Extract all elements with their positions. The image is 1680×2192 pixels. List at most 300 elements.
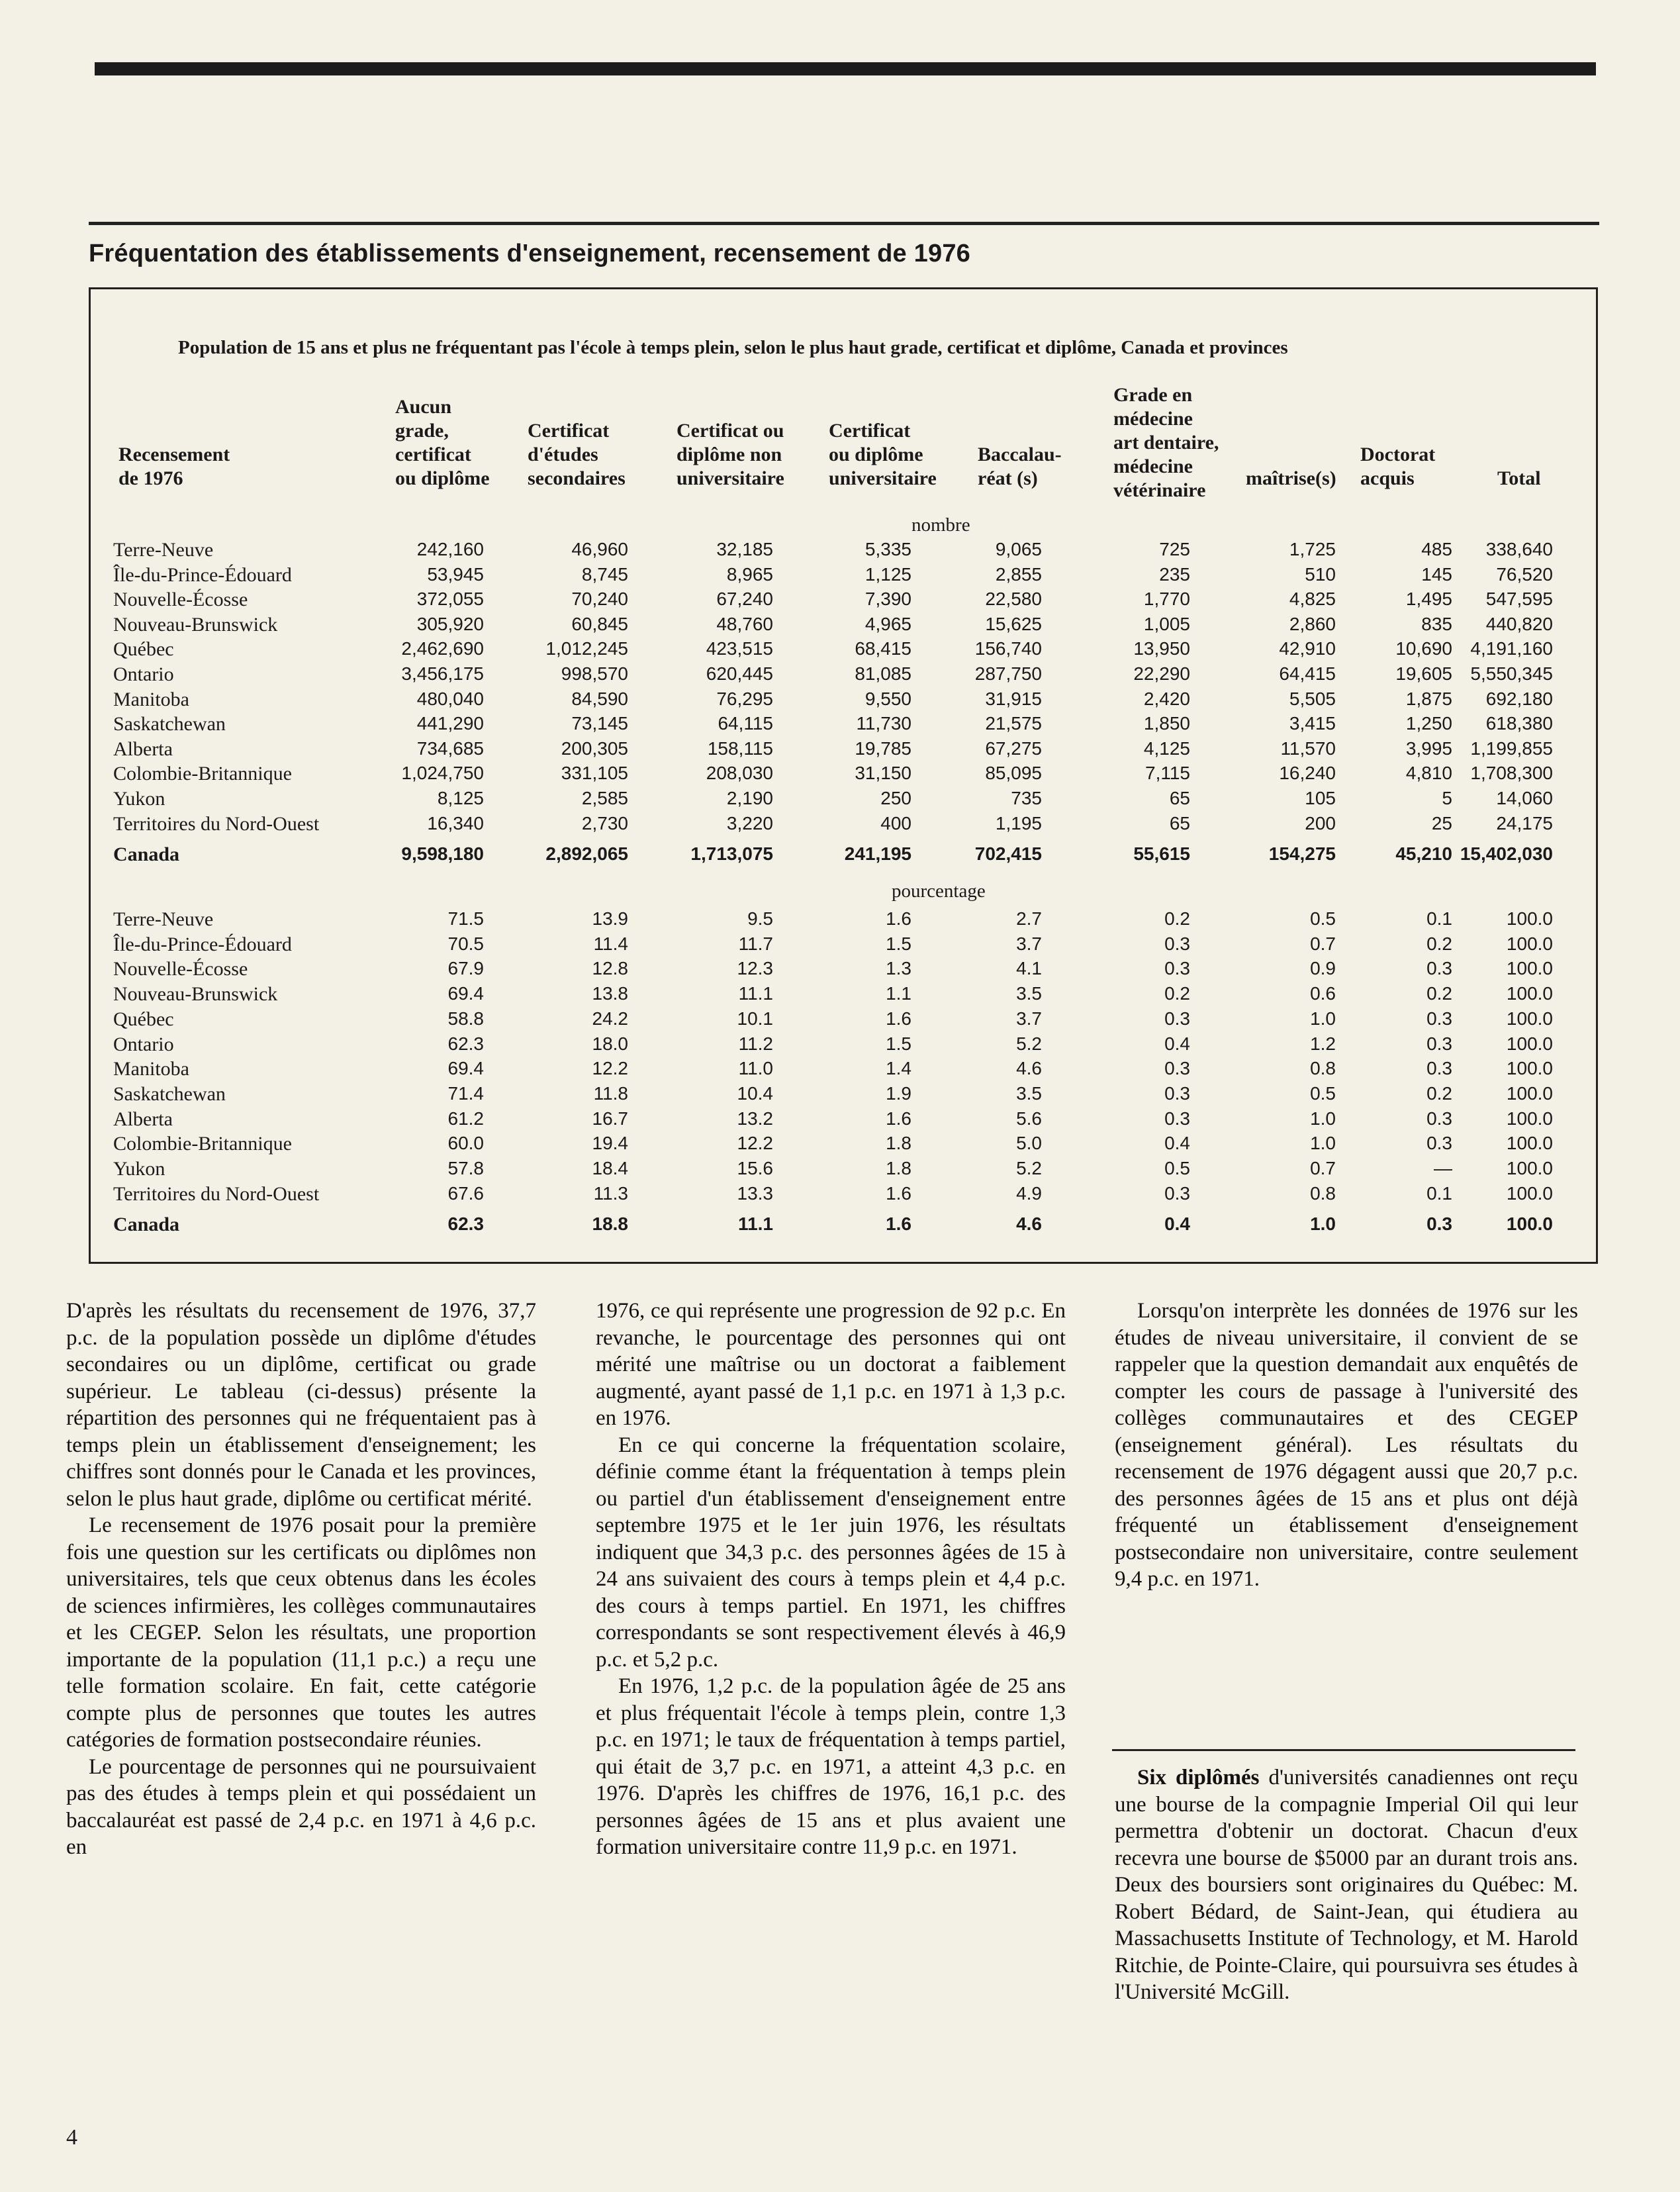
cell-percent-non-univ: 15.6 bbox=[737, 1158, 773, 1178]
cell-number-secondaires: 200,305 bbox=[561, 738, 628, 759]
table-row bbox=[91, 614, 1596, 639]
cell-number-non-univ: 76,295 bbox=[716, 688, 773, 709]
cell-number-aucun: 305,920 bbox=[416, 613, 484, 634]
cell-percent-secondaires: 12.2 bbox=[592, 1058, 628, 1079]
text-column-3 bbox=[1115, 1298, 1578, 1593]
cell-percent-medecine: 0.3 bbox=[1164, 1082, 1190, 1104]
row-region-label: Yukon bbox=[113, 1158, 165, 1180]
cell-percent-total: 100.0 bbox=[1506, 983, 1553, 1004]
cell-number-maitrise: 510 bbox=[1305, 563, 1336, 585]
paragraph: Lorsqu'on interprète les données de 1976 sur les études de niveau universitaire, il convient de se rappeler que la question demandait aux enquêtés de compter les cours de passage à l'université des collèges communautaires et des CEGEP (enseignement général). Les résultats du recensement de 1976 dégagent aussi que 20,7 p.c. des personnes âgées de 15 ans et plus ont déjà fréquenté un établissement d'enseignement postsecondaire non universitaire, contre seulement 9,4 p.c. en 1971. bbox=[1115, 1299, 1578, 1591]
row-region-label: Île-du-Prince-Édouard bbox=[113, 563, 292, 586]
cell-percent-maitrise: 0.7 bbox=[1310, 933, 1336, 954]
cell-percent-bacc: 4.6 bbox=[1016, 1214, 1042, 1235]
cell-number-doctorat: 25 bbox=[1431, 812, 1452, 834]
table-row bbox=[91, 1158, 1596, 1183]
cell-number-total: 547,595 bbox=[1485, 589, 1553, 610]
row-region-label: Québec bbox=[113, 1008, 174, 1030]
text-column-2 bbox=[596, 1298, 1066, 1861]
cell-number-maitrise: 11,570 bbox=[1280, 738, 1336, 759]
cell-number-doctorat: 19,605 bbox=[1395, 663, 1452, 684]
cell-percent-total: 100.0 bbox=[1506, 933, 1553, 954]
table-row bbox=[91, 738, 1596, 763]
row-region-label: Île-du-Prince-Édouard bbox=[113, 933, 292, 955]
cell-number-maitrise: 5,505 bbox=[1289, 688, 1336, 709]
cell-number-doctorat: 10,690 bbox=[1395, 638, 1452, 659]
cell-number-doctorat: 5 bbox=[1442, 788, 1452, 808]
table-row bbox=[91, 663, 1596, 689]
header-secondaires: Certificat d'études secondaires bbox=[528, 420, 626, 489]
cell-percent-maitrise: 1.0 bbox=[1310, 1214, 1336, 1235]
cell-number-medecine: 65 bbox=[1169, 812, 1190, 834]
cell-number-secondaires: 2,730 bbox=[581, 812, 628, 834]
cell-percent-bacc: 4.1 bbox=[1016, 958, 1042, 979]
cell-percent-maitrise: 1.0 bbox=[1310, 1008, 1336, 1029]
cell-percent-non-univ: 12.3 bbox=[737, 958, 773, 979]
row-region-label: Alberta bbox=[113, 1108, 173, 1130]
cell-percent-non-univ: 11.7 bbox=[738, 933, 773, 954]
cell-number-aucun: 441,290 bbox=[416, 713, 484, 734]
cell-percent-aucun: 67.6 bbox=[447, 1182, 484, 1204]
cell-percent-total: 100.0 bbox=[1506, 1182, 1553, 1204]
note-text: d'universités canadiennes ont reçu une bourse de la compagnie Imperial Oil qui leur permettra d'obtenir un doctorat. Chacun d'eux recevra une bourse de $5000 par an durant trois ans. Deux des boursiers sont originaires du Québec: M. Robert Bédard, de Saint-Jean, qui étudiera au Massachusetts Institute of Technology, et M. Harold Ritchie, de Pointe-Claire, qui poursuivra ses études à l'Université McGill. bbox=[1115, 1766, 1578, 2004]
cell-number-non-univ: 64,115 bbox=[718, 713, 773, 734]
cell-percent-non-univ: 12.2 bbox=[737, 1133, 773, 1154]
paragraph: Le recensement de 1976 posait pour la première fois une question sur les certificats ou diplômes non universitaires, tels que ceux obtenus dans les écoles de sciences infirmières, les collèges communautaires et les CEGEP. Selon les résultats, une proportion importante de la population (11,1 p.c.) a reçu une telle formation scolaire. En fait, cette catégorie compte plus de personnes que toutes les autres catégories de formation postsecondaire réunies. bbox=[66, 1513, 536, 1752]
cell-number-medecine: 725 bbox=[1159, 539, 1190, 559]
cell-percent-maitrise: 0.5 bbox=[1310, 1082, 1336, 1104]
cell-percent-aucun: 57.8 bbox=[447, 1158, 484, 1178]
row-region-label: Canada bbox=[113, 1214, 180, 1236]
table-subtitle: Population de 15 ans et plus ne fréquentant pas l'école à temps plein, selon le plus haut grade, certificat et diplôme, Canada et provinces bbox=[178, 337, 1288, 358]
cell-percent-total: 100.0 bbox=[1506, 1082, 1553, 1104]
cell-number-secondaires: 998,570 bbox=[561, 663, 628, 684]
cell-percent-univ: 1.1 bbox=[886, 983, 911, 1004]
cell-percent-maitrise: 0.5 bbox=[1310, 908, 1336, 929]
row-region-label: Territoires du Nord-Ouest bbox=[113, 1182, 320, 1205]
cell-number-univ: 4,965 bbox=[864, 613, 911, 634]
unit-number-label: nombre bbox=[911, 514, 970, 536]
cell-number-aucun: 242,160 bbox=[416, 539, 484, 559]
row-region-label: Yukon bbox=[113, 788, 165, 810]
cell-percent-total: 100.0 bbox=[1506, 1158, 1553, 1178]
cell-number-medecine: 4,125 bbox=[1143, 738, 1190, 759]
table-row bbox=[91, 788, 1596, 813]
cell-percent-univ: 1.8 bbox=[886, 1133, 911, 1154]
cell-number-non-univ: 32,185 bbox=[716, 539, 773, 559]
table-row bbox=[91, 908, 1596, 933]
cell-percent-medecine: 0.4 bbox=[1164, 1133, 1190, 1154]
cell-number-secondaires: 60,845 bbox=[571, 613, 628, 634]
cell-percent-medecine: 0.3 bbox=[1164, 933, 1190, 954]
cell-number-total: 15,402,030 bbox=[1460, 843, 1553, 865]
header-region: Recensement de 1976 bbox=[118, 444, 230, 489]
cell-number-doctorat: 835 bbox=[1421, 613, 1452, 634]
cell-number-non-univ: 48,760 bbox=[716, 613, 773, 634]
cell-number-univ: 250 bbox=[880, 788, 911, 808]
cell-number-aucun: 8,125 bbox=[437, 788, 484, 808]
cell-percent-doctorat: — bbox=[1434, 1158, 1452, 1178]
table-row bbox=[91, 763, 1596, 788]
cell-number-non-univ: 1,713,075 bbox=[690, 843, 773, 865]
cell-percent-total: 100.0 bbox=[1506, 1214, 1553, 1235]
cell-number-total: 14,060 bbox=[1496, 788, 1553, 808]
cell-percent-bacc: 5.6 bbox=[1016, 1108, 1042, 1129]
cell-percent-maitrise: 1.0 bbox=[1310, 1108, 1336, 1129]
row-region-label: Saskatchewan bbox=[113, 713, 226, 736]
cell-number-maitrise: 1,725 bbox=[1289, 539, 1336, 559]
cell-number-aucun: 734,685 bbox=[416, 738, 484, 759]
header-univ: Certificat ou diplôme universitaire bbox=[829, 420, 937, 489]
cell-percent-non-univ: 11.1 bbox=[738, 983, 773, 1004]
row-region-label: Colombie-Britannique bbox=[113, 763, 292, 785]
cell-percent-maitrise: 1.2 bbox=[1310, 1033, 1336, 1054]
table-row bbox=[91, 983, 1596, 1008]
cell-number-univ: 400 bbox=[880, 812, 911, 834]
cell-percent-doctorat: 0.2 bbox=[1426, 933, 1452, 954]
cell-percent-bacc: 3.5 bbox=[1016, 983, 1042, 1004]
cell-percent-non-univ: 11.2 bbox=[738, 1033, 773, 1054]
cell-percent-total: 100.0 bbox=[1506, 1033, 1553, 1054]
cell-number-doctorat: 1,495 bbox=[1405, 589, 1452, 610]
cell-number-total: 1,199,855 bbox=[1470, 738, 1553, 759]
cell-number-non-univ: 423,515 bbox=[706, 638, 773, 659]
paragraph: Le pourcentage de personnes qui ne poursuivaient pas des études à temps plein et qui possédaient un baccalauréat est passé de 2,4 p.c. en 1971 à 4,6 p.c. en bbox=[66, 1754, 536, 1859]
cell-percent-doctorat: 0.3 bbox=[1426, 958, 1452, 979]
cell-number-maitrise: 64,415 bbox=[1279, 663, 1336, 684]
cell-percent-maitrise: 0.9 bbox=[1310, 958, 1336, 979]
row-region-label: Ontario bbox=[113, 1033, 174, 1055]
cell-percent-medecine: 0.3 bbox=[1164, 1008, 1190, 1029]
cell-percent-total: 100.0 bbox=[1506, 1133, 1553, 1154]
cell-percent-bacc: 3.7 bbox=[1016, 933, 1042, 954]
table-row bbox=[91, 1214, 1596, 1239]
cell-number-medecine: 13,950 bbox=[1133, 638, 1190, 659]
cell-percent-secondaires: 18.4 bbox=[592, 1158, 628, 1178]
cell-percent-aucun: 61.2 bbox=[447, 1108, 484, 1129]
top-rule bbox=[95, 62, 1596, 75]
cell-number-maitrise: 16,240 bbox=[1279, 763, 1336, 784]
cell-percent-aucun: 69.4 bbox=[447, 1058, 484, 1079]
cell-percent-maitrise: 0.6 bbox=[1310, 983, 1336, 1004]
cell-number-maitrise: 3,415 bbox=[1289, 713, 1336, 734]
cell-percent-maitrise: 0.7 bbox=[1310, 1158, 1336, 1178]
cell-number-non-univ: 158,115 bbox=[707, 738, 773, 759]
note-lead: Six diplômés bbox=[1137, 1766, 1260, 1789]
cell-percent-total: 100.0 bbox=[1506, 1008, 1553, 1029]
row-region-label: Nouveau-Brunswick bbox=[113, 613, 278, 636]
cell-percent-non-univ: 13.3 bbox=[737, 1182, 773, 1204]
cell-number-medecine: 7,115 bbox=[1145, 763, 1190, 784]
cell-number-univ: 5,335 bbox=[864, 539, 911, 559]
table-row bbox=[91, 638, 1596, 663]
cell-number-secondaires: 8,745 bbox=[581, 563, 628, 585]
cell-percent-doctorat: 0.2 bbox=[1426, 983, 1452, 1004]
scholarship-note bbox=[1115, 1764, 1578, 2006]
cell-number-aucun: 1,024,750 bbox=[401, 763, 484, 784]
column-separator bbox=[1112, 1749, 1575, 1751]
cell-number-univ: 11,730 bbox=[856, 713, 911, 734]
cell-number-total: 1,708,300 bbox=[1470, 763, 1553, 784]
cell-percent-doctorat: 0.2 bbox=[1426, 1082, 1452, 1104]
cell-number-bacc: 735 bbox=[1011, 788, 1042, 808]
cell-percent-secondaires: 11.4 bbox=[593, 933, 628, 954]
cell-number-total: 692,180 bbox=[1485, 688, 1553, 709]
cell-percent-aucun: 71.4 bbox=[447, 1082, 484, 1104]
table-row bbox=[91, 1033, 1596, 1059]
cell-percent-aucun: 70.5 bbox=[447, 933, 484, 954]
table-row bbox=[91, 958, 1596, 983]
cell-number-aucun: 480,040 bbox=[416, 688, 484, 709]
cell-number-bacc: 702,415 bbox=[974, 843, 1042, 865]
cell-percent-doctorat: 0.3 bbox=[1426, 1058, 1452, 1079]
paragraph: 1976, ce qui représente une progression de 92 p.c. En revanche, le pourcentage des personnes qui ont mérité une maîtrise ou un doctorat a faiblement augmenté, ayant passé de 1,1 p.c. en 1971 à 1,3 p.c. en 1976. bbox=[596, 1299, 1066, 1430]
cell-percent-aucun: 62.3 bbox=[447, 1214, 484, 1235]
cell-percent-univ: 1.6 bbox=[886, 1108, 911, 1129]
cell-percent-doctorat: 0.3 bbox=[1426, 1214, 1452, 1235]
cell-percent-aucun: 67.9 bbox=[447, 958, 484, 979]
table-row bbox=[91, 1183, 1596, 1208]
cell-number-non-univ: 2,190 bbox=[726, 788, 773, 808]
headline-block bbox=[89, 222, 1599, 268]
cell-number-secondaires: 331,105 bbox=[561, 763, 628, 784]
cell-percent-bacc: 4.6 bbox=[1016, 1058, 1042, 1079]
cell-number-doctorat: 145 bbox=[1421, 563, 1452, 585]
row-region-label: Terre-Neuve bbox=[113, 539, 214, 561]
cell-number-medecine: 1,005 bbox=[1143, 613, 1190, 634]
cell-number-doctorat: 1,250 bbox=[1405, 713, 1452, 734]
cell-number-maitrise: 154,275 bbox=[1268, 843, 1336, 865]
table-row bbox=[91, 713, 1596, 738]
cell-number-bacc: 21,575 bbox=[985, 713, 1042, 734]
unit-percent-label: pourcentage bbox=[892, 881, 986, 902]
cell-number-secondaires: 84,590 bbox=[571, 688, 628, 709]
cell-number-maitrise: 42,910 bbox=[1279, 638, 1336, 659]
cell-percent-medecine: 0.4 bbox=[1164, 1214, 1190, 1235]
cell-percent-medecine: 0.3 bbox=[1164, 1058, 1190, 1079]
paragraph: En 1976, 1,2 p.c. de la population âgée de 25 ans et plus fréquentait l'école à temps plein, contre 1,3 p.c. en 1971; le taux de fréquentation à temps partiel, qui était de 3,7 p.c. en 1971, a atteint 4,3 p.c. en 1976. D'après les chiffres de 1976, 16,1 p.c. des personnes âgées de 15 ans et plus avaient une formation universitaire contre 11,9 p.c. en 1971. bbox=[596, 1674, 1066, 1859]
cell-percent-medecine: 0.3 bbox=[1164, 1108, 1190, 1129]
cell-number-bacc: 9,065 bbox=[995, 539, 1042, 559]
cell-percent-bacc: 5.2 bbox=[1016, 1158, 1042, 1178]
cell-percent-univ: 1.8 bbox=[886, 1158, 911, 1178]
cell-percent-aucun: 58.8 bbox=[447, 1008, 484, 1029]
cell-percent-univ: 1.6 bbox=[886, 1008, 911, 1029]
row-region-label: Colombie-Britannique bbox=[113, 1133, 292, 1155]
table-row bbox=[91, 1083, 1596, 1108]
cell-number-doctorat: 45,210 bbox=[1395, 843, 1452, 865]
row-region-label: Nouvelle-Écosse bbox=[113, 958, 248, 980]
table-row bbox=[91, 843, 1596, 869]
cell-percent-medecine: 0.3 bbox=[1164, 1182, 1190, 1204]
cell-number-doctorat: 3,995 bbox=[1405, 738, 1452, 759]
cell-percent-secondaires: 13.8 bbox=[592, 983, 628, 1004]
cell-percent-secondaires: 16.7 bbox=[592, 1108, 628, 1129]
cell-percent-non-univ: 11.1 bbox=[738, 1214, 773, 1235]
table-row bbox=[91, 933, 1596, 959]
cell-percent-bacc: 5.0 bbox=[1016, 1133, 1042, 1154]
cell-number-non-univ: 8,965 bbox=[726, 563, 773, 585]
cell-percent-aucun: 69.4 bbox=[447, 983, 484, 1004]
header-non-univ: Certificat ou diplôme non universitaire bbox=[677, 420, 784, 489]
table-row bbox=[91, 1058, 1596, 1083]
cell-number-medecine: 65 bbox=[1169, 788, 1190, 808]
text-column-1 bbox=[66, 1298, 536, 1861]
cell-number-aucun: 372,055 bbox=[416, 589, 484, 610]
cell-number-total: 4,191,160 bbox=[1470, 638, 1553, 659]
cell-number-total: 338,640 bbox=[1485, 539, 1553, 559]
header-maitrise: maîtrise(s) bbox=[1246, 467, 1336, 489]
header-medecine: Grade en médecine art dentaire, médecine vétérinaire bbox=[1113, 384, 1219, 501]
row-region-label: Saskatchewan bbox=[113, 1082, 226, 1105]
cell-number-non-univ: 3,220 bbox=[726, 812, 773, 834]
page-number: 4 bbox=[66, 2125, 77, 2150]
row-region-label: Nouvelle-Écosse bbox=[113, 589, 248, 611]
cell-number-aucun: 9,598,180 bbox=[401, 843, 484, 865]
row-region-label: Ontario bbox=[113, 663, 174, 685]
cell-percent-medecine: 0.5 bbox=[1164, 1158, 1190, 1178]
cell-number-medecine: 1,770 bbox=[1143, 589, 1190, 610]
cell-percent-secondaires: 18.8 bbox=[592, 1214, 628, 1235]
table-row bbox=[91, 564, 1596, 589]
cell-percent-medecine: 0.2 bbox=[1164, 908, 1190, 929]
paragraph: En ce qui concerne la fréquentation scolaire, définie comme étant la fréquentation à temps plein ou partiel d'un établissement d'enseignement entre septembre 1975 et le 1er juin 1976, les résultats indiquent que 34,3 p.c. des personnes âgées de 15 à 24 ans suivaient des cours à temps plein et 4,4 p.c. des cours à temps partiel. En 1971, les chiffres correspondants se sont respectivement élevés à 46,9 p.c. et 5,2 p.c. bbox=[596, 1433, 1066, 1672]
cell-number-aucun: 3,456,175 bbox=[401, 663, 484, 684]
cell-percent-univ: 1.9 bbox=[886, 1082, 911, 1104]
table-row bbox=[91, 1133, 1596, 1158]
row-region-label: Terre-Neuve bbox=[113, 908, 214, 930]
cell-percent-univ: 1.6 bbox=[886, 1214, 911, 1235]
cell-percent-univ: 1.5 bbox=[886, 1033, 911, 1054]
header-doctorat: Doctorat acquis bbox=[1360, 444, 1436, 489]
cell-number-medecine: 2,420 bbox=[1143, 688, 1190, 709]
cell-number-secondaires: 2,892,065 bbox=[545, 843, 628, 865]
cell-percent-secondaires: 11.3 bbox=[593, 1182, 628, 1204]
table-row bbox=[91, 813, 1596, 838]
cell-percent-secondaires: 24.2 bbox=[592, 1008, 628, 1029]
cell-percent-doctorat: 0.3 bbox=[1426, 1008, 1452, 1029]
cell-number-total: 440,820 bbox=[1485, 613, 1553, 634]
cell-percent-secondaires: 13.9 bbox=[592, 908, 628, 929]
header-bacc: Baccalau- réat (s) bbox=[978, 444, 1062, 489]
cell-number-total: 618,380 bbox=[1485, 713, 1553, 734]
cell-percent-bacc: 3.7 bbox=[1016, 1008, 1042, 1029]
cell-number-univ: 81,085 bbox=[855, 663, 911, 684]
cell-number-univ: 7,390 bbox=[864, 589, 911, 610]
cell-number-bacc: 67,275 bbox=[985, 738, 1042, 759]
cell-number-doctorat: 4,810 bbox=[1405, 763, 1452, 784]
cell-percent-bacc: 5.2 bbox=[1016, 1033, 1042, 1054]
cell-percent-univ: 1.3 bbox=[886, 958, 911, 979]
cell-number-medecine: 22,290 bbox=[1133, 663, 1190, 684]
cell-number-maitrise: 105 bbox=[1305, 788, 1336, 808]
cell-percent-non-univ: 10.4 bbox=[737, 1082, 773, 1104]
row-region-label: Québec bbox=[113, 638, 174, 661]
table-row bbox=[91, 1108, 1596, 1133]
cell-number-secondaires: 1,012,245 bbox=[545, 638, 628, 659]
cell-number-total: 76,520 bbox=[1496, 563, 1553, 585]
cell-number-bacc: 85,095 bbox=[985, 763, 1042, 784]
headline: Fréquentation des établissements d'enseignement, recensement de 1976 bbox=[89, 240, 970, 267]
cell-number-maitrise: 4,825 bbox=[1289, 589, 1336, 610]
cell-number-bacc: 287,750 bbox=[974, 663, 1042, 684]
cell-number-univ: 241,195 bbox=[844, 843, 911, 865]
cell-number-non-univ: 620,445 bbox=[706, 663, 773, 684]
cell-number-bacc: 1,195 bbox=[995, 812, 1042, 834]
cell-percent-total: 100.0 bbox=[1506, 908, 1553, 929]
cell-percent-secondaires: 19.4 bbox=[592, 1133, 628, 1154]
cell-number-secondaires: 46,960 bbox=[571, 539, 628, 559]
table-row bbox=[91, 589, 1596, 614]
cell-number-bacc: 22,580 bbox=[985, 589, 1042, 610]
cell-percent-secondaires: 18.0 bbox=[592, 1033, 628, 1054]
cell-percent-medecine: 0.4 bbox=[1164, 1033, 1190, 1054]
cell-percent-non-univ: 11.0 bbox=[738, 1058, 773, 1079]
cell-number-doctorat: 1,875 bbox=[1405, 688, 1452, 709]
cell-number-univ: 19,785 bbox=[855, 738, 911, 759]
cell-number-bacc: 31,915 bbox=[985, 688, 1042, 709]
cell-percent-maitrise: 1.0 bbox=[1310, 1133, 1336, 1154]
cell-percent-doctorat: 0.3 bbox=[1426, 1108, 1452, 1129]
cell-percent-non-univ: 13.2 bbox=[737, 1108, 773, 1129]
cell-percent-univ: 1.4 bbox=[886, 1058, 911, 1079]
cell-percent-total: 100.0 bbox=[1506, 958, 1553, 979]
cell-number-total: 24,175 bbox=[1496, 812, 1553, 834]
cell-number-aucun: 2,462,690 bbox=[401, 638, 484, 659]
table-row bbox=[91, 539, 1596, 564]
cell-number-medecine: 235 bbox=[1159, 563, 1190, 585]
cell-percent-univ: 1.6 bbox=[886, 908, 911, 929]
cell-number-aucun: 16,340 bbox=[427, 812, 484, 834]
cell-number-univ: 1,125 bbox=[864, 563, 911, 585]
cell-number-bacc: 15,625 bbox=[985, 613, 1042, 634]
cell-number-univ: 9,550 bbox=[864, 688, 911, 709]
cell-percent-doctorat: 0.3 bbox=[1426, 1133, 1452, 1154]
cell-number-aucun: 53,945 bbox=[427, 563, 484, 585]
cell-percent-univ: 1.5 bbox=[886, 933, 911, 954]
cell-number-maitrise: 200 bbox=[1305, 812, 1336, 834]
cell-percent-total: 100.0 bbox=[1506, 1058, 1553, 1079]
cell-number-univ: 68,415 bbox=[855, 638, 911, 659]
cell-percent-non-univ: 9.5 bbox=[747, 908, 773, 929]
cell-percent-aucun: 71.5 bbox=[447, 908, 484, 929]
row-region-label: Alberta bbox=[113, 738, 173, 760]
cell-number-secondaires: 2,585 bbox=[581, 788, 628, 808]
cell-number-maitrise: 2,860 bbox=[1289, 613, 1336, 634]
row-region-label: Canada bbox=[113, 843, 180, 866]
row-region-label: Territoires du Nord-Ouest bbox=[113, 812, 320, 835]
cell-number-total: 5,550,345 bbox=[1470, 663, 1553, 684]
cell-percent-doctorat: 0.1 bbox=[1426, 908, 1452, 929]
cell-number-doctorat: 485 bbox=[1421, 539, 1452, 559]
cell-number-non-univ: 208,030 bbox=[706, 763, 773, 784]
cell-percent-bacc: 3.5 bbox=[1016, 1082, 1042, 1104]
cell-number-medecine: 55,615 bbox=[1133, 843, 1190, 865]
cell-percent-medecine: 0.2 bbox=[1164, 983, 1190, 1004]
cell-percent-maitrise: 0.8 bbox=[1310, 1182, 1336, 1204]
cell-percent-medecine: 0.3 bbox=[1164, 958, 1190, 979]
row-region-label: Manitoba bbox=[113, 1058, 189, 1080]
statistics-table bbox=[89, 287, 1598, 1264]
cell-percent-secondaires: 11.8 bbox=[593, 1082, 628, 1104]
header-total: Total bbox=[1497, 467, 1541, 489]
cell-percent-aucun: 60.0 bbox=[447, 1133, 484, 1154]
row-region-label: Manitoba bbox=[113, 688, 189, 710]
paragraph: D'après les résultats du recensement de 1976, 37,7 p.c. de la population possède un diplôme d'études secondaires ou un diplôme, certificat ou grade supérieur. Le tableau (ci-dessus) présente la répartition des personnes qui ne fréquentaient pas à temps plein un établissement d'enseignement; les chiffres sont donnés pour le Canada et les provinces, selon le plus haut grade, diplôme ou certificat mérité. bbox=[66, 1299, 536, 1511]
cell-percent-bacc: 4.9 bbox=[1016, 1182, 1042, 1204]
cell-percent-doctorat: 0.3 bbox=[1426, 1033, 1452, 1054]
cell-number-univ: 31,150 bbox=[855, 763, 911, 784]
